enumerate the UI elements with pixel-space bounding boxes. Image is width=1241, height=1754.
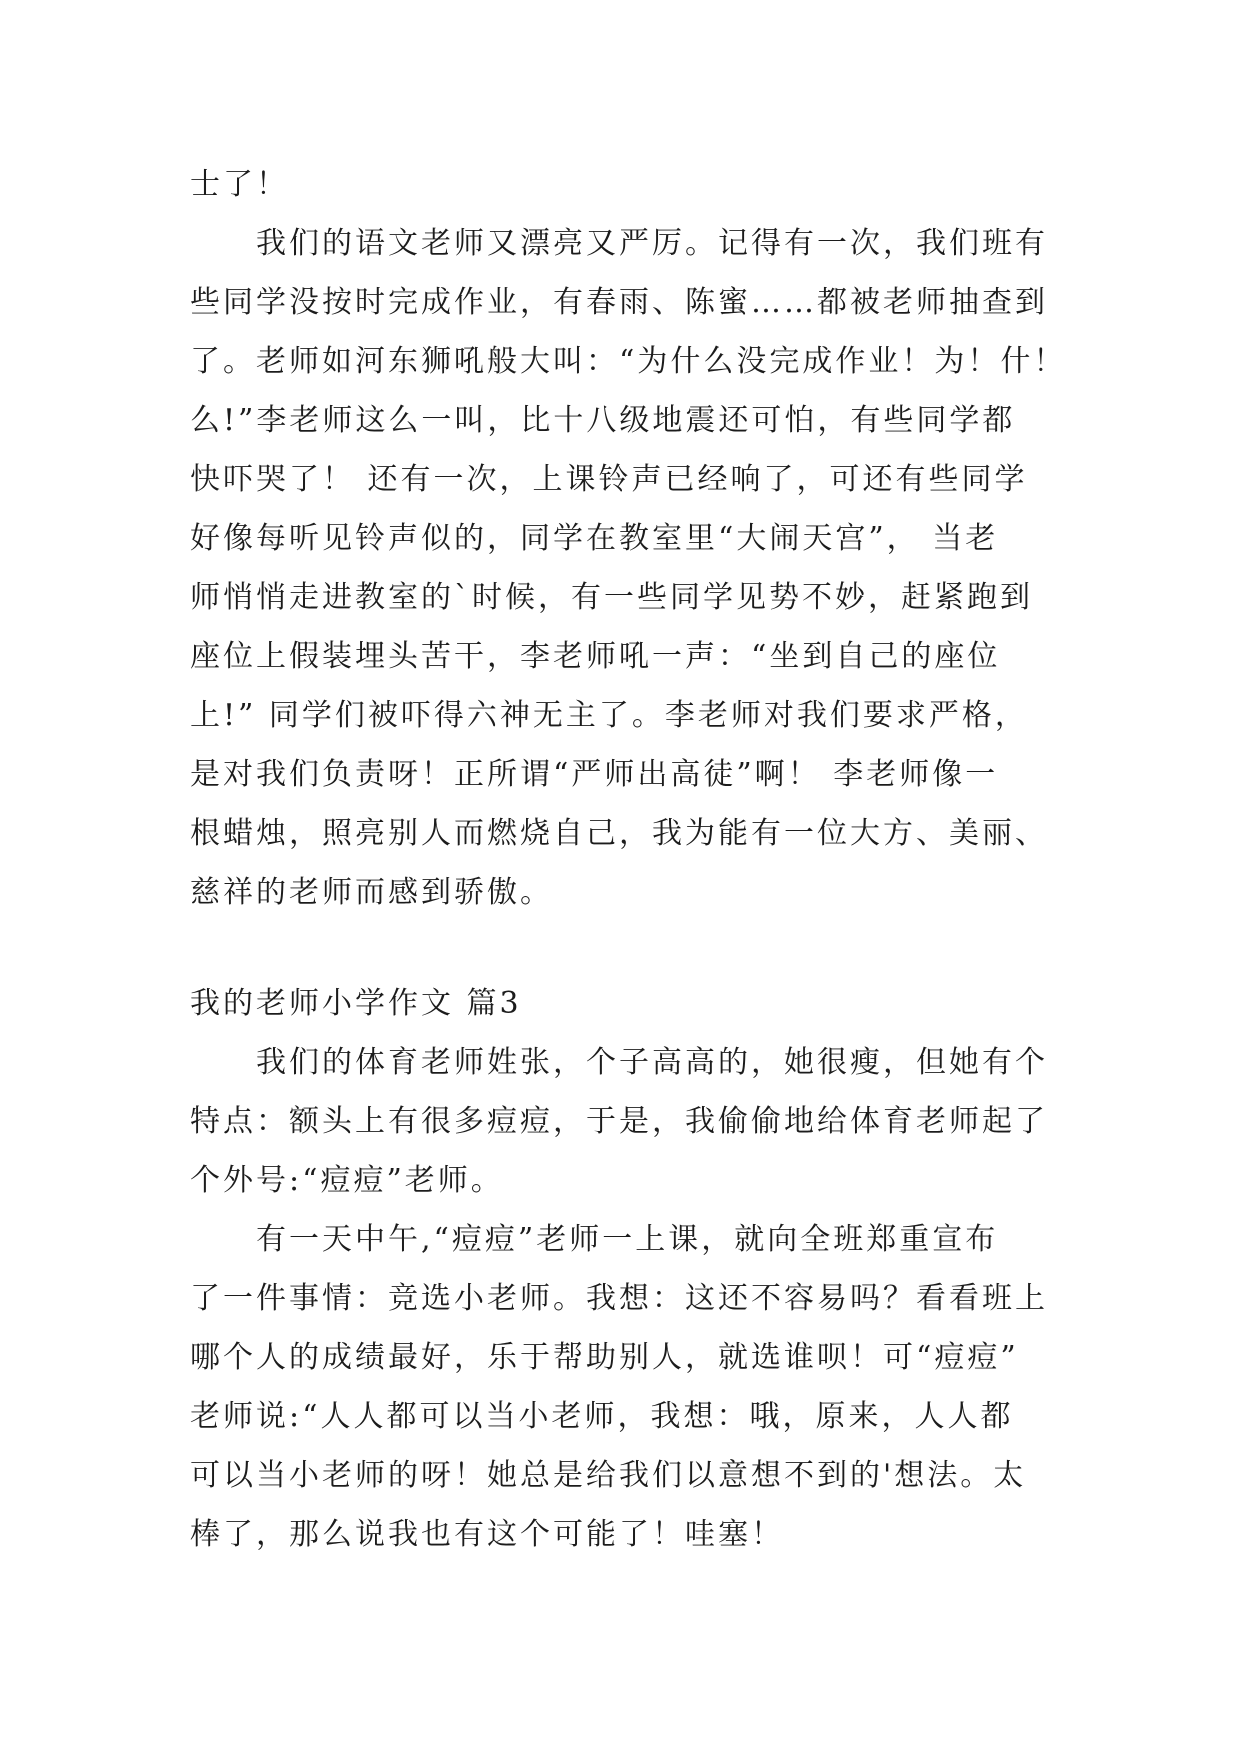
text-line: 个外号:“痘痘”老师。 bbox=[190, 1163, 504, 1198]
section-spacer bbox=[190, 922, 1070, 974]
text-line: 快吓哭了！ 还有一次，上课铃声已经响了，可还有些同学 bbox=[190, 462, 1028, 497]
paragraph bbox=[190, 1210, 1070, 1564]
text-line: 老师说:“人人都可以当小老师，我想：哦，原来，人人都 bbox=[190, 1399, 1014, 1434]
text-line: 座位上假装埋头苦干，李老师吼一声：“坐到自己的座位 bbox=[190, 639, 1001, 674]
text-line: 了一件事情：竞选小老师。我想：这还不容易吗？看看班上 bbox=[190, 1281, 1048, 1316]
article-body bbox=[190, 155, 1070, 1564]
essay-title: 我的老师小学作文 篇3 bbox=[190, 986, 522, 1021]
text-line: 上!” 同学们被吓得六神无主了。李老师对我们要求严格， bbox=[190, 698, 1028, 733]
text-line: 是对我们负责呀！正所谓“严师出高徒”啊！ 李老师像一 bbox=[190, 757, 999, 792]
text-line: 了。老师如河东狮吼般大叫：“为什么没完成作业！为！什！ bbox=[190, 344, 1067, 379]
paragraph bbox=[190, 1033, 1070, 1210]
text-line: 慈祥的老师而感到骄傲。 bbox=[190, 875, 553, 910]
text-line: 有一天中午,“痘痘”老师一上课，就向全班郑重宣布 bbox=[256, 1222, 999, 1257]
text-line: 我们的体育老师姓张，个子高高的，她很瘦，但她有个 bbox=[256, 1045, 1048, 1080]
text-line: 特点：额头上有很多痘痘，于是，我偷偷地给体育老师起了 bbox=[190, 1104, 1048, 1139]
text-line: 师悄悄走进教室的`时候，有一些同学见势不妙，赶紧跑到 bbox=[190, 580, 1033, 615]
text-line: 士了！ bbox=[190, 167, 289, 202]
text-line: 可以当小老师的呀！她总是给我们以意想不到的'想法。太 bbox=[190, 1458, 1027, 1493]
text-line: 我们的语文老师又漂亮又严厉。记得有一次，我们班有 bbox=[256, 226, 1048, 261]
text-line: 么!”李老师这么一叫，比十八级地震还可怕，有些同学都 bbox=[190, 403, 1016, 438]
text-line: 好像每听见铃声似的，同学在教室里“大闹天宫”， 当老 bbox=[190, 521, 999, 556]
paragraph-continuation bbox=[190, 155, 1070, 214]
paragraph bbox=[190, 214, 1070, 922]
text-line: 根蜡烛，照亮别人而燃烧自己，我为能有一位大方、美丽、 bbox=[190, 816, 1048, 851]
text-line: 哪个人的成绩最好，乐于帮助别人，就选谁呗！可“痘痘” bbox=[190, 1340, 1019, 1375]
text-line: 些同学没按时完成作业，有春雨、陈蜜……都被老师抽查到 bbox=[190, 285, 1048, 320]
text-line: 棒了，那么说我也有这个可能了！哇塞！ bbox=[190, 1517, 784, 1552]
